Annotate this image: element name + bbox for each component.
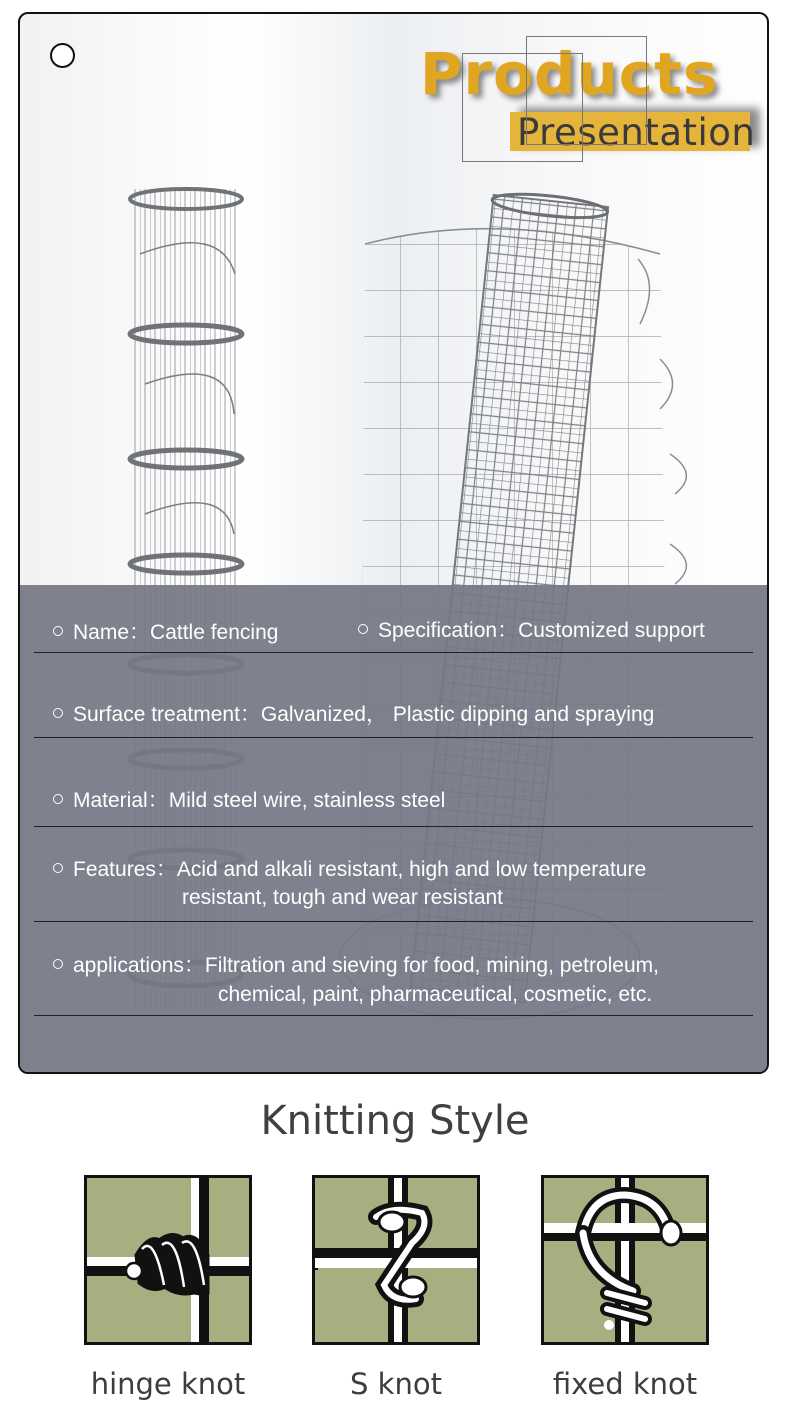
bullet-icon [53,959,63,969]
spec-applications-cont: chemical, paint, pharmaceutical, cosmetic, etc. [218,983,653,1006]
fixed-knot-icon [541,1175,709,1345]
hang-hole-icon [50,43,75,68]
spec-name: Name：Cattle fencing [53,618,278,647]
bullet-icon [53,794,63,804]
bullet-icon [53,708,63,718]
spec-material: Material：Mild steel wire, stainless steel [53,786,445,815]
divider [34,652,753,653]
divider [34,826,753,827]
divider [34,921,753,922]
spec-applications: applications：Filtration and sieving for food, mining, petroleum, [53,951,659,980]
bullet-icon [358,624,368,634]
knot-label-fixed: fixed knot [552,1367,698,1401]
knot-label-hinge: hinge knot [90,1367,246,1401]
knot-fixed [541,1175,709,1401]
knot-s [312,1175,480,1401]
bullet-icon [53,863,63,873]
knitting-style-title: Knitting Style [260,1098,530,1144]
spec-features-cont: resistant, tough and wear resistant [182,886,504,909]
knot-label-s: S knot [350,1367,442,1401]
title-products: Products [420,40,719,108]
spec-surface-treatment: Surface treatment：Galvanized， Plastic dipping and spraying [53,700,654,729]
title-presentation: Presentation [517,111,756,154]
product-card [18,12,769,1074]
hinge-knot-icon [84,1175,252,1345]
decorative-frame-2 [526,36,647,145]
s-knot-icon [312,1175,480,1345]
divider [34,1015,753,1016]
bullet-icon [53,626,63,636]
spec-specification: Specification：Customized support [358,616,705,645]
knot-hinge [84,1175,252,1401]
divider [34,737,753,738]
spec-features: Features：Acid and alkali resistant, high and low temperature [53,855,646,884]
